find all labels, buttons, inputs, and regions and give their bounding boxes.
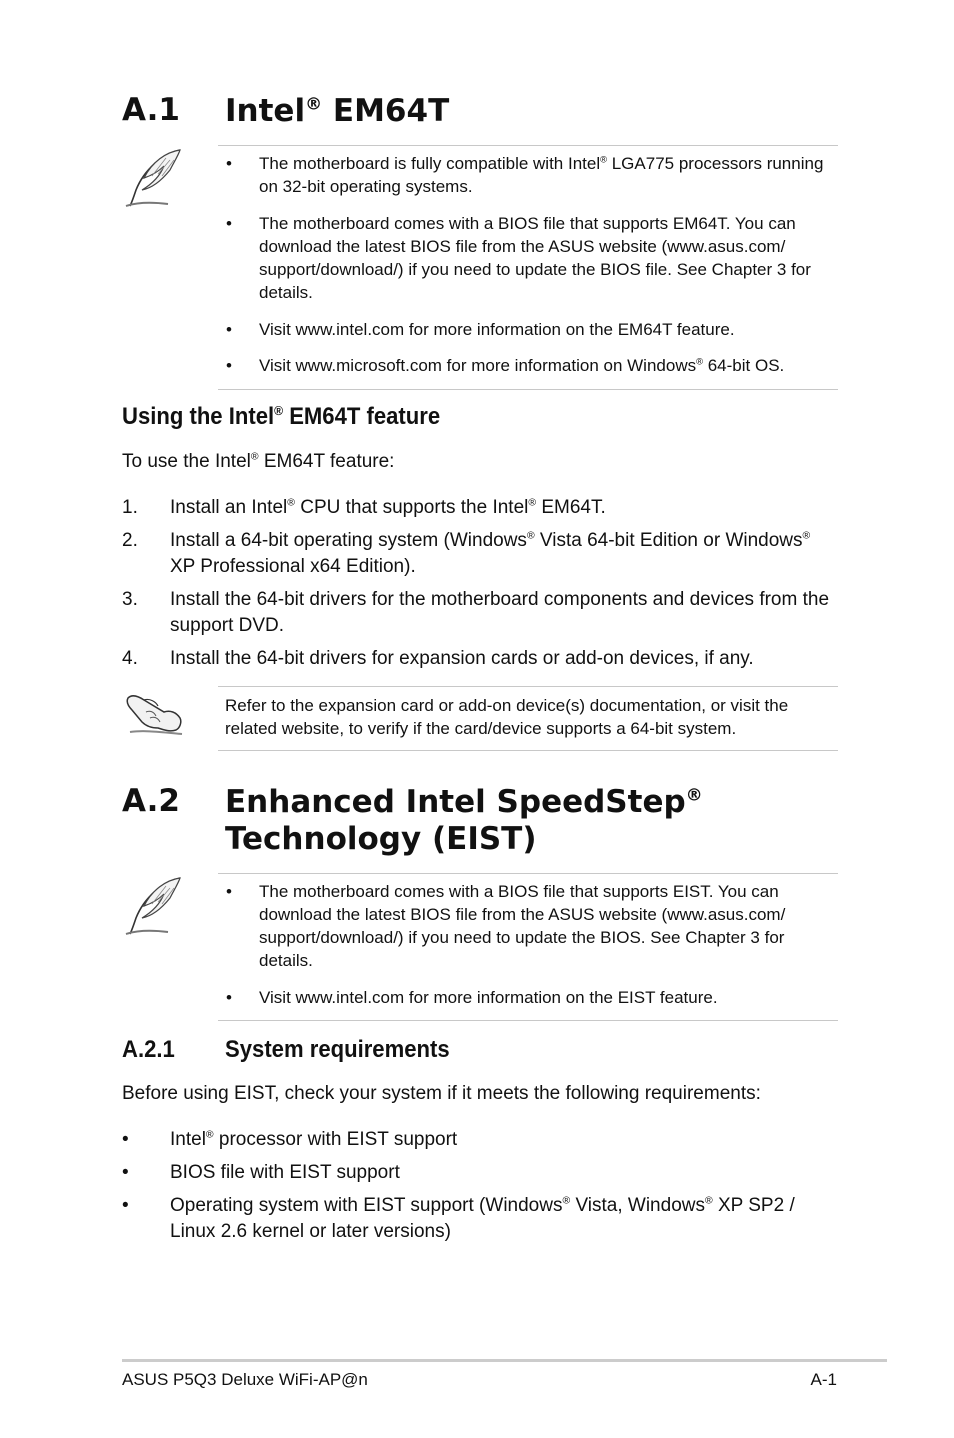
tip-hand-icon (124, 688, 186, 736)
section-title: Enhanced Intel SpeedStep® (225, 784, 703, 820)
note-feather-icon (122, 874, 186, 938)
bullet: • (226, 320, 232, 339)
section-heading-a1 (122, 92, 822, 132)
footer-divider (122, 1359, 887, 1362)
note-box-em64t: • The motherboard is fully compatible with Intel® LGA775 processors running on 32-bit operating systems. • The motherboard comes with a BIOS file that supports EM64T. You can download the latest BIOS file from the ASUS website (www.asus.com/ support/download/) if you need to update the BIOS file. See Chapter 3 for details. • Visit www.intel.com for more information on the EM64T feature. • Visit www.microsoft.com for more information on Windows® 64-bit OS. (218, 145, 838, 390)
bullet: • (226, 154, 232, 173)
note-box-eist: • The motherboard comes with a BIOS file that supports EIST. You can download the latest BIOS file from the ASUS website (www.asus.com/ support/download/) if you need to update the BIOS. See Chapter 3 for details. • Visit www.intel.com for more information on the EIST feature. (218, 873, 838, 1021)
tip-box (218, 686, 838, 751)
bullet: • (226, 214, 232, 233)
bullet: • (226, 356, 232, 375)
subheading-using-em64t: Using the Intel® EM64T feature (122, 403, 441, 430)
section-heading-a2 (122, 783, 822, 863)
requirements-intro: Before using EIST, check your system if it meets the following requirements: (122, 1083, 761, 1104)
intro-text: To use the Intel® EM64T feature: (122, 451, 395, 472)
bullet: • (226, 988, 232, 1007)
tip-text: Refer to the expansion card or add-on device(s) documentation, or visit the related website, to verify if the card/device supports a 64-bit system. (225, 696, 789, 738)
section-number: A.1 (122, 92, 180, 128)
footer-product-name: ASUS P5Q3 Deluxe WiFi-AP@n (122, 1370, 368, 1389)
section-number: A.2 (122, 783, 180, 819)
footer-page-number: A-1 (810, 1370, 837, 1389)
section-title: Intel® EM64T (225, 93, 450, 129)
section-title-line2: Technology (EIST) (225, 821, 537, 857)
subheading-system-requirements: A.2.1 System requirements (122, 1036, 450, 1063)
note-feather-icon (122, 146, 186, 210)
bullet: • (226, 882, 232, 901)
